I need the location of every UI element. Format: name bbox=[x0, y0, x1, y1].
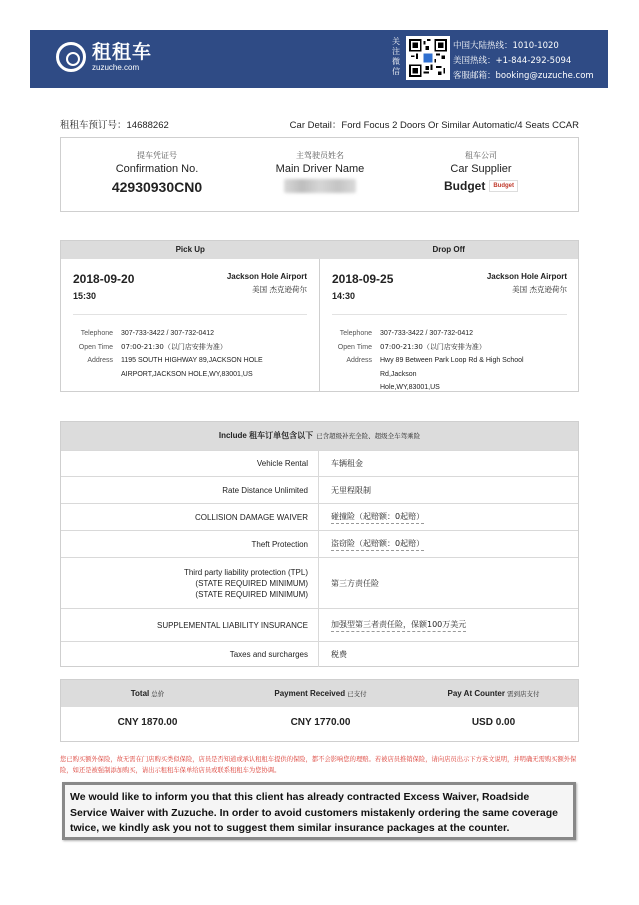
address-label: Address bbox=[346, 357, 372, 364]
confirmation-column bbox=[77, 150, 237, 195]
counter-value: USD 0.00 bbox=[471, 717, 516, 728]
pickup-info bbox=[61, 327, 319, 381]
pickup-address-line2: AIRPORT,JACKSON HOLE,WY,83001,US bbox=[121, 370, 253, 378]
coverage-desc: 车辆租金 bbox=[331, 459, 363, 468]
pickup-dropoff-box bbox=[60, 240, 579, 392]
contact-info bbox=[453, 39, 594, 84]
table-row bbox=[61, 503, 578, 530]
budget-logo-icon: Budget bbox=[489, 180, 518, 192]
driver-label-en: Main Driver Name bbox=[275, 163, 365, 175]
table-row bbox=[61, 476, 578, 503]
pickup-panel bbox=[61, 259, 320, 392]
open-time-label: Open Time bbox=[337, 343, 372, 351]
pickup-telephone: 307-733-3422 / 307-732-0412 bbox=[121, 330, 215, 337]
dropoff-open-time: 07:00-21:30（以门店安排为准） bbox=[380, 342, 486, 351]
telephone-label: Telephone bbox=[80, 330, 113, 337]
coverage-desc: 无里程限制 bbox=[331, 485, 371, 495]
pickup-dropoff-header bbox=[61, 241, 578, 259]
total-label: Total bbox=[130, 689, 150, 698]
brand-domain: zuzuche.com bbox=[92, 62, 140, 72]
coverage-desc: 碰撞险（起赔额：0起赔） bbox=[331, 511, 424, 524]
confirmation-box bbox=[60, 137, 579, 212]
brand-logo bbox=[56, 42, 152, 72]
service-email: 客服邮箱：booking@zuzuche.com bbox=[453, 71, 594, 81]
pickup-location bbox=[227, 272, 307, 295]
pickup-open-time: 07:00-21:30（以门店安排为准） bbox=[121, 342, 227, 351]
includes-table bbox=[60, 421, 579, 667]
counter-label-cn: 需到店支付 bbox=[507, 690, 540, 698]
confirmation-number: 42930930CN0 bbox=[111, 179, 203, 195]
dropoff-location-cn: 美国 杰克逊荷尔 bbox=[512, 285, 567, 294]
open-time-label: Open Time bbox=[78, 343, 113, 351]
confirmation-label-cn: 提车凭证号 bbox=[137, 151, 177, 160]
driver-column bbox=[240, 150, 400, 198]
coverage-desc: 第三方责任险 bbox=[331, 578, 379, 588]
divider bbox=[332, 314, 567, 315]
driver-label-cn: 主驾驶员姓名 bbox=[296, 151, 344, 160]
coverage-name-line3: (STATE REQUIRED MINIMUM) bbox=[195, 589, 308, 599]
includes-title: Include 租车订单包含以下 bbox=[218, 431, 314, 440]
brand-name: 租租车 bbox=[92, 41, 153, 63]
table-row bbox=[61, 450, 578, 476]
wechat-qr-code bbox=[406, 36, 450, 80]
total-value: CNY 1870.00 bbox=[117, 717, 178, 728]
dropoff-date: 2018-09-25 bbox=[332, 272, 394, 286]
car-detail bbox=[290, 117, 579, 131]
car-detail-value: Ford Focus 2 Doors Or Similar Automatic/4 Seats CCAR bbox=[341, 120, 579, 131]
dropoff-address-line1: Hwy 89 Between Park Loop Rd & High School Rd,Jackson bbox=[380, 357, 524, 378]
paid-label-cn: 已支付 bbox=[347, 690, 367, 698]
total-label-cn: 总价 bbox=[151, 690, 165, 698]
supplier-column bbox=[401, 150, 561, 195]
coverage-name: COLLISION DAMAGE WAIVER bbox=[194, 512, 308, 522]
totals-table bbox=[60, 679, 579, 742]
dropoff-header: Drop Off bbox=[432, 245, 465, 254]
dropoff-address-line2: Hole,WY,83001,US bbox=[380, 384, 440, 391]
supplier-label-en: Car Supplier bbox=[450, 163, 512, 175]
coverage-name: SUPPLEMENTAL LIABILITY INSURANCE bbox=[156, 620, 308, 630]
driver-name-redacted bbox=[284, 179, 356, 193]
insurance-warning: 您已购买额外保险，故无需在门店购买类似保险，店员是否知道或承认租租车提供的保险，都不会影响您的理赔。若被店员推销保险，请向店员出示下方英文说明，并明确无需购买额外保险，如还是被强制添加购买，请出示租租车保单给店员或联系租租车为您协调。 bbox=[60, 756, 577, 774]
page-header bbox=[30, 30, 608, 88]
table-row bbox=[61, 641, 578, 667]
address-label: Address bbox=[87, 357, 113, 364]
dropoff-telephone: 307-733-3422 / 307-732-0412 bbox=[380, 330, 474, 337]
supplier-label-cn: 租车公司 bbox=[465, 151, 497, 160]
dropoff-info bbox=[320, 327, 579, 395]
coverage-desc: 盗窃险（起赔额：0起赔） bbox=[331, 538, 424, 551]
china-hotline: 中国大陆热线：1010-1020 bbox=[453, 41, 559, 51]
coverage-name: Rate Distance Unlimited bbox=[222, 485, 308, 495]
divider bbox=[73, 314, 307, 315]
includes-subtitle: 已含超级补充全险、超级全车驾乘险 bbox=[316, 432, 421, 440]
pickup-date: 2018-09-20 bbox=[73, 272, 135, 286]
pickup-location-en: Jackson Hole Airport bbox=[226, 272, 307, 281]
car-detail-label: Car Detail： bbox=[289, 120, 342, 131]
us-hotline: 美国热线：+1-844-292-5094 bbox=[453, 56, 572, 66]
includes-header bbox=[61, 422, 578, 450]
dropoff-panel bbox=[320, 259, 579, 392]
coverage-desc: 税费 bbox=[331, 650, 347, 659]
coverage-desc: 加强型第三者责任险，保额100万美元 bbox=[331, 619, 466, 632]
coverage-name-line2: (STATE REQUIRED MINIMUM) bbox=[195, 578, 308, 588]
coverage-name: Third party liability protection (TPL) bbox=[183, 567, 308, 577]
follow-wechat-label: 关注微信 bbox=[392, 37, 400, 76]
supplier-name: Budget bbox=[444, 179, 486, 193]
order-number bbox=[60, 117, 169, 131]
counter-notice: We would like to inform you that this client has already contracted Excess Waiver, Roadside Service Waiver with Zuzuche. In order to avoid customers mistakenly ordering the same coverage twice, we kindly ask you not to suggest them similar insurance packages at the counter. bbox=[62, 782, 576, 840]
paid-value: CNY 1770.00 bbox=[290, 717, 351, 728]
counter-label: Pay At Counter bbox=[447, 689, 505, 698]
pickup-address-line1: 1195 SOUTH HIGHWAY 89,JACKSON HOLE bbox=[121, 357, 263, 364]
table-row bbox=[61, 557, 578, 608]
coverage-name: Vehicle Rental bbox=[256, 459, 308, 468]
dropoff-location bbox=[487, 272, 567, 295]
pickup-time: 15:30 bbox=[73, 291, 97, 301]
pickup-header: Pick Up bbox=[175, 245, 205, 254]
order-number-label: 租租车预订号： bbox=[60, 120, 127, 131]
table-row bbox=[61, 530, 578, 557]
coverage-name: Theft Protection bbox=[251, 539, 308, 549]
confirmation-label-en: Confirmation No. bbox=[115, 163, 199, 175]
order-number-value: 14688262 bbox=[126, 120, 169, 131]
totals-header bbox=[61, 680, 578, 707]
dropoff-location-en: Jackson Hole Airport bbox=[486, 272, 567, 281]
paid-label: Payment Received bbox=[274, 689, 346, 698]
telephone-label: Telephone bbox=[339, 330, 372, 337]
pickup-location-cn: 美国 杰克逊荷尔 bbox=[252, 285, 307, 294]
table-row bbox=[61, 608, 578, 641]
brand-logo-icon bbox=[56, 42, 86, 72]
coverage-name: Taxes and surcharges bbox=[229, 650, 308, 659]
dropoff-time: 14:30 bbox=[332, 291, 356, 301]
